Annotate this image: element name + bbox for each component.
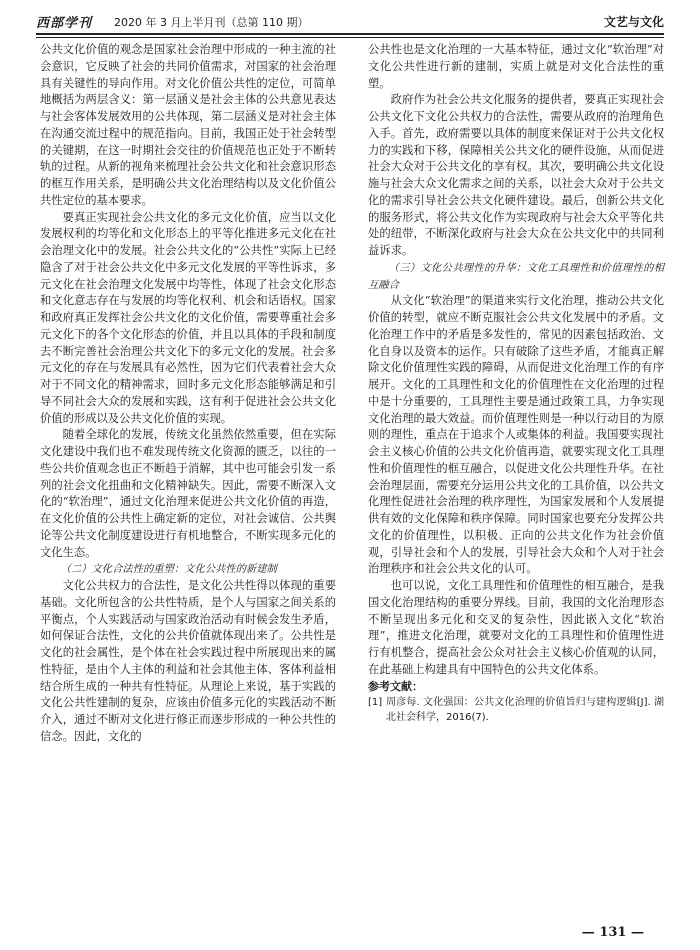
section-title: 文艺与文化 (603, 15, 664, 29)
reference-text: 周彦每. 文化强国：公共文化治理的价值旨归与建构逻辑[J]. 湖北社会科学，2016(7). (386, 697, 664, 724)
subheading: （三）文化公共理性的升华：文化工具理性和价值理性的相互融合 (368, 261, 664, 291)
paragraph: 公共性也是文化治理的一大基本特征，通过文化“软治理”对文化公共性进行新的建制，实质上就是对文化合法性的重塑。 (368, 43, 664, 90)
paragraph: 也可以说，文化工具理性和价值理性的相互融合，是我国文化治理结构的重要分界线。目前，我国的文化治理形态不断呈现出多元化和交叉的复杂性，因此嵌入文化“软治理”，推进文化治理，就要对文化的工具理性和价值理性进行有机整合，提高社会公众对社会主义核心价值观的认同，在此基础上构建具有中国特色的公共文化体系。 (368, 579, 664, 676)
paragraph: 随着全球化的发展，传统文化虽然依然重要，但在实际文化建设中我们也不难发现传统文化资源的匮乏，以往的一些公共价值观念也正不断趋于消解，其中也可能会引发一系列的社会文化扭曲和文化精神缺失。因此，需要不断深入文化的“软治理”，通过文化治理来促进公共文化价值的再造，在文化价值的公共性上确定新的定位，对社会诚信、公共舆论等公共文化制度建设进行有机地整合，不断实现多元化的文化生态。 (40, 428, 336, 559)
page-header (36, 10, 664, 32)
journal-name: 西部学刊 (36, 16, 93, 31)
issue-info: 2020 年 3 月上半月刊（总第 110 期） (114, 16, 309, 29)
reference-number: [1] (368, 697, 383, 709)
paragraph: 文化公共权力的合法性，是文化公共性得以体现的重要基础。文化所包含的公共性特质，是个人与国家之间关系的平衡点，个人实践活动与国家政治活动有时候会发生矛盾，如何保证合法性，文化的公共价值就体现出来了。公共性是文化的社会属性，是个体在社会实践过程中所展现出来的属性特征，是由个人主体的利益和社会其他主体、客体利益相结合所生成的一种共有性特征。从理论上来说，基于实践的文化公共性建制的复杂，应该由价值多元化的实践活动不断介入，通过不断对文化进行修正而逐步形成的一种公共性的信念。因此，文化的 (40, 579, 336, 743)
right-column (368, 42, 664, 725)
paragraph: 从文化“软治理”的渠道来实行文化治理，推动公共文化价值的转型，就应不断克服社会公共文化发展中的矛盾。文化治理工作中的矛盾是多发性的，常见的因素包括政治、文化自身以及资本的运作。只有破除了这些矛盾，才能真正解除文化价值理性实践的障碍，从而促进文化治理工作的有序展开。文化的工具理性和文化的价值理性在文化治理的过程中是十分重要的，工具理性主要是通过政策工具，力争实现文化治理的最大效益。而价值理性则是一种以行动目的为原则的理性，重点在于追求个人或集体的利益。我国要实现社会主义核心价值的公共文化价值再造，就要实现文化工具理性和价值理性的框互融合，以促进文化公共理性升华。在社会治理层面，需要充分运用公共文化的工具价值，以公共文化理性促进社会治理的秩序理性，为国家发展和个人发展提供有效的文化保障和秩序保障。同时国家也要充分发挥公共文化的价值理性，以积极、正向的公共文化作为社会价值观，引导社会和个人的发展，引导社会大众和个人对于社会治理秩序和社会公共文化的认可。 (368, 294, 664, 576)
subheading: （二）文化合法性的重塑：文化公共性的新建制 (60, 563, 277, 576)
header-rule-thick (36, 33, 664, 35)
paragraph: 公共文化价值的观念是国家社会治理中形成的一种主流的社会意识，它反映了社会的共同价值需求，对国家的社会治理具有关键性的导向作用。对文化价值公共性的定位，可简单地概括为两层含义：第一层涵义是社会主体的公共意见表达与社会客体发展效用的公共体现，第二层涵义是对社会主体在沟通交流过程中的规范指向。目前，我国正处于社会转型的关键期，在这一时期社会交往的价值规范也正处于不断转轨的过程。从新的视角来梳理社会公共文化和社会意识形态的框互作用关系，是明确公共文化治理结构以及文化价值公共性定位的基本要求。 (40, 43, 336, 207)
page-number: — 131 — (581, 925, 644, 940)
left-column (40, 42, 336, 746)
paragraph: 要真正实现社会公共文化的多元文化价值，应当以文化发展权利的均等化和文化形态上的平等化推进多元文化在社会治理文化中的发展。社会公共文化的“公共性”实际上已经隐含了对于社会公共文化中多元文化发展的平等性诉求，多元文化在社会治理文化发展中均等性，体现了社会文化形态和文化意志存在与发展的均等化权利、机会和话语权。国家和政府真正发挥社会公共文化的文化价值，需要尊重社会多元文化下的各个文化形态的价值，并且以具体的手段和制度去不断完善社会治理公共文化下的多元文化的发展。社会多元文化的存在与发展具有必然性，因为它们代表着社会大众对于不同文化的精神需求，回时多元文化形态能够满足和引导不同社会大众的发展和实践，这有利于促进社会公共文化价值的形成以及公共文化价值的实现。 (40, 210, 336, 425)
reference-item (368, 695, 664, 725)
references-title: 参考文献： (368, 679, 423, 693)
paragraph: 政府作为社会公共文化服务的提供者，要真正实现社会公共文化下文化公共权力的合法性，需要从政府的治理角色入手。首先，政府需要以具体的制度来保证对于公共文化权力的实践和下移，保障相关公共文化的硬件设施，从而促进社会大众对于公共文化的享有权。其次，要明确公共文化设施与社会大众文化需求之间的关系，以社会大众对于公共文化的需求引导社会公共文化硬件建设。最后，创新公共文化的服务形式，将公共文化作为实现政府与社会大众平等化共处的纽带，不断深化政府与社会大众在公共文化中的共同利益诉求。 (368, 93, 664, 257)
header-rule-thin (36, 37, 664, 38)
